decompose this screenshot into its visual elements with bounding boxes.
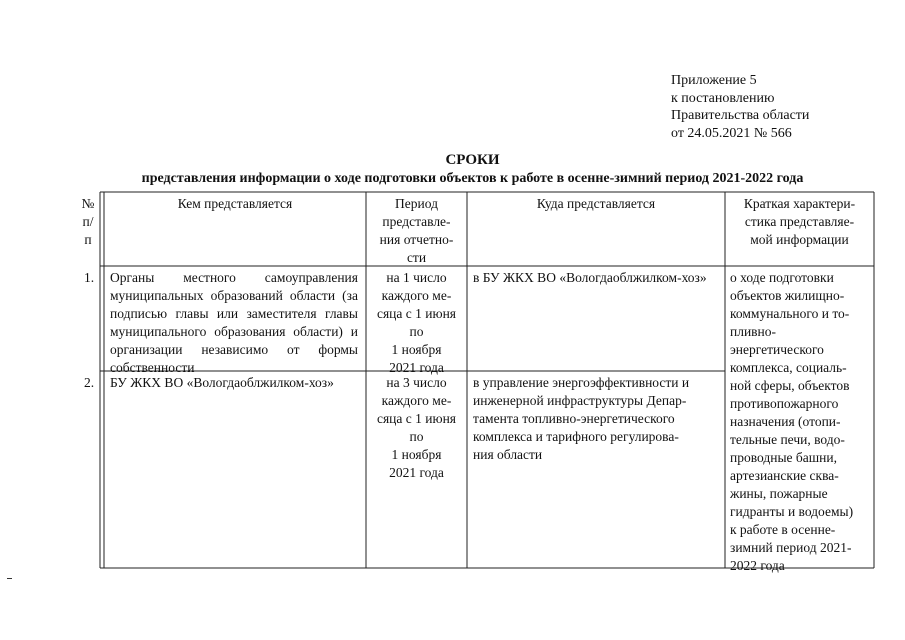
- row2-num: 2.: [84, 375, 95, 390]
- appendix-line: Правительства области: [671, 108, 810, 123]
- merged-info-cell: о ходе подготовки объектов жилищно- коммунального и то- пливно- энергетического комплекса, социаль- ной сферы, объектов противопожарного назначения (отопи- тельные печи, водо- проводные башни, артезианские сква- жины, пожарные гидранты и водоемы) к работе в осенне- зимний период 2021- 2022 года: [730, 270, 854, 573]
- header-period: Период представле- ния отчетно- сти: [379, 196, 454, 265]
- row1-who: Органы местного самоуправления муниципальных образований области (за подписью главы или заместителя главы муниципального образования области) и организации независимо от формы собственности: [110, 270, 358, 375]
- row1-period: на 1 число каждого ме- сяца с 1 июня по 1 ноября 2021 года: [376, 270, 457, 375]
- header-info: Краткая характери- стика представляе- мой информации: [743, 196, 856, 247]
- header-where: Куда представляется: [536, 196, 656, 211]
- row1-num: 1.: [84, 270, 95, 285]
- appendix-line: Приложение 5: [671, 73, 757, 88]
- scan-edge-mark: [7, 578, 12, 579]
- header-num: № п/ п: [81, 196, 95, 247]
- document-subtitle: представления информации о ходе подготовки объектов к работе в осенне-зимний период 2021-2022 года: [141, 171, 804, 186]
- row1-where: в БУ ЖКХ ВО «Вологдаоблжилком-хоз»: [473, 270, 707, 285]
- appendix-line: от 24.05.2021 № 566: [671, 125, 792, 141]
- appendix-line: к постановлению: [671, 90, 775, 106]
- row2-period: на 3 число каждого ме- сяца с 1 июня по 1 ноября 2021 года: [376, 375, 457, 480]
- appendix-block: [671, 72, 809, 142]
- document-title: СРОКИ: [445, 152, 500, 168]
- header-who: Кем представляется: [177, 196, 293, 211]
- row2-where: в управление энергоэффективности и инженерной инфраструктуры Депар- тамента топливно-энергетического комплекса и тарифного регулирова- ния области: [473, 375, 690, 462]
- row2-who: БУ ЖКХ ВО «Вологдаоблжилком-хоз»: [110, 375, 334, 390]
